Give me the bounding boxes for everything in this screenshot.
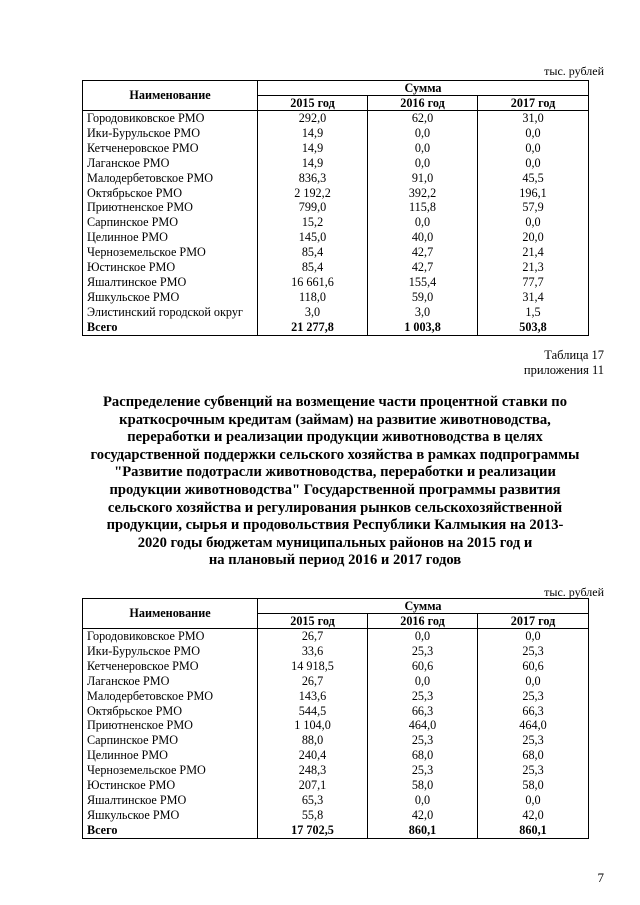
table-row (83, 629, 589, 644)
cell-value: 240,4 (258, 748, 368, 763)
cell-name: Лаганское РМО (83, 156, 258, 171)
table-row (83, 644, 589, 659)
cell-value: 0,0 (478, 674, 589, 689)
cell-value: 59,0 (368, 290, 478, 305)
cell-value: 31,0 (478, 111, 589, 126)
cell-value: 77,7 (478, 275, 589, 290)
cell-value: 14 918,5 (258, 659, 368, 674)
cell-value: 26,7 (258, 674, 368, 689)
cell-name: Целинное РМО (83, 230, 258, 245)
cell-name: Ики-Бурульское РМО (83, 644, 258, 659)
column-header-year: 2015 год (258, 96, 368, 111)
cell-value: 15,2 (258, 215, 368, 230)
column-header-year: 2017 год (478, 96, 589, 111)
cell-name: Приютненское РМО (83, 718, 258, 733)
cell-value: 55,8 (258, 808, 368, 823)
table-row (83, 230, 589, 245)
cell-name: Юстинское РМО (83, 260, 258, 275)
title-line: на плановый период 2016 и 2017 годов (208, 552, 462, 569)
cell-name: Юстинское РМО (83, 778, 258, 793)
cell-value: 3,0 (258, 305, 368, 320)
cell-value: 25,3 (368, 689, 478, 704)
column-header-name: Наименование (83, 599, 258, 629)
table-row (83, 808, 589, 823)
table-row (83, 245, 589, 260)
cell-value: 58,0 (368, 778, 478, 793)
cell-value: 14,9 (258, 141, 368, 156)
cell-value: 21 277,8 (258, 320, 368, 335)
cell-value: 68,0 (368, 748, 478, 763)
title-line: продукции животноводства" Государственной программы развития (109, 481, 561, 498)
cell-name: Ики-Бурульское РМО (83, 126, 258, 141)
cell-value: 60,6 (368, 659, 478, 674)
cell-value: 0,0 (478, 156, 589, 171)
page-number: 7 (597, 870, 604, 885)
table-caption (524, 348, 604, 378)
cell-name: Черноземельское РМО (83, 763, 258, 778)
cell-name: Целинное РМО (83, 748, 258, 763)
cell-name: Яшкульское РМО (83, 808, 258, 823)
cell-value: 85,4 (258, 245, 368, 260)
cell-value: 42,0 (478, 808, 589, 823)
column-header-sum: Сумма (258, 81, 589, 96)
table-row (83, 733, 589, 748)
cell-value: 91,0 (368, 171, 478, 186)
cell-name: Малодербетовское РМО (83, 689, 258, 704)
cell-name: Кетченеровское РМО (83, 659, 258, 674)
table-row (83, 718, 589, 733)
cell-value: 40,0 (368, 230, 478, 245)
cell-value: 20,0 (478, 230, 589, 245)
cell-value: 33,6 (258, 644, 368, 659)
table-row (83, 659, 589, 674)
cell-value: 42,0 (368, 808, 478, 823)
table-row (83, 111, 589, 126)
title-line: 2020 годы бюджетам муниципальных районов на 2015 год и (137, 534, 533, 551)
table-row (83, 156, 589, 171)
cell-value: 16 661,6 (258, 275, 368, 290)
cell-value: 25,3 (368, 644, 478, 659)
cell-value: 836,3 (258, 171, 368, 186)
appendix-reference: приложения 11 (523, 363, 604, 377)
cell-value: 25,3 (368, 733, 478, 748)
column-header-year: 2016 год (368, 614, 478, 629)
cell-value: 1 003,8 (368, 320, 478, 335)
table-row (83, 171, 589, 186)
cell-value: 0,0 (478, 126, 589, 141)
cell-name: Яшалтинское РМО (83, 793, 258, 808)
table-row (83, 126, 589, 141)
cell-value: 155,4 (368, 275, 478, 290)
column-header-sum: Сумма (258, 599, 589, 614)
cell-value: 65,3 (258, 793, 368, 808)
title-line: продукции, сырья и продовольствия Республики Калмыкия на 2013- (106, 517, 564, 534)
unit-label-2: тыс. рублей (544, 585, 604, 599)
cell-value: 0,0 (368, 674, 478, 689)
cell-value: 14,9 (258, 156, 368, 171)
cell-value: 0,0 (368, 156, 478, 171)
cell-value: 62,0 (368, 111, 478, 126)
subsidy-table-1 (82, 80, 589, 336)
cell-name: Яшалтинское РМО (83, 275, 258, 290)
cell-name: Октябрьское РМО (83, 186, 258, 201)
title-line: государственной поддержки сельского хозяйства в рамках подпрограммы (90, 446, 580, 463)
title-line: Распределение субвенций на возмещение части процентной ставки по (103, 394, 567, 410)
cell-value: 860,1 (478, 823, 589, 838)
cell-value: 0,0 (478, 141, 589, 156)
cell-value: 57,9 (478, 200, 589, 215)
cell-value: 21,4 (478, 245, 589, 260)
cell-value: 0,0 (368, 215, 478, 230)
cell-value: 0,0 (368, 793, 478, 808)
cell-value: 2 192,2 (258, 186, 368, 201)
total-row (83, 823, 589, 838)
cell-value: 42,7 (368, 245, 478, 260)
cell-value: 85,4 (258, 260, 368, 275)
cell-value: 25,3 (478, 689, 589, 704)
cell-name: Элистинский городской округ (83, 305, 258, 320)
cell-name: Черноземельское РМО (83, 245, 258, 260)
subsidy-table-2 (82, 598, 589, 839)
cell-name: Всего (83, 320, 258, 335)
cell-value: 88,0 (258, 733, 368, 748)
table-row (83, 793, 589, 808)
cell-value: 25,3 (478, 733, 589, 748)
cell-name: Городовиковское РМО (83, 629, 258, 644)
column-header-year: 2016 год (368, 96, 478, 111)
cell-value: 464,0 (478, 718, 589, 733)
column-header-year: 2017 год (478, 614, 589, 629)
cell-value: 17 702,5 (258, 823, 368, 838)
cell-value: 196,1 (478, 186, 589, 201)
table-row (83, 290, 589, 305)
cell-value: 145,0 (258, 230, 368, 245)
column-header-name: Наименование (83, 81, 258, 111)
cell-name: Городовиковское РМО (83, 111, 258, 126)
table-row (83, 260, 589, 275)
cell-value: 26,7 (258, 629, 368, 644)
cell-value: 58,0 (478, 778, 589, 793)
cell-value: 143,6 (258, 689, 368, 704)
title-line: переработки и реализации продукции животноводства в целях (127, 429, 543, 446)
cell-value: 799,0 (258, 200, 368, 215)
table-row (83, 748, 589, 763)
cell-value: 31,4 (478, 290, 589, 305)
cell-value: 0,0 (478, 629, 589, 644)
cell-name: Всего (83, 823, 258, 838)
cell-value: 392,2 (368, 186, 478, 201)
title-line: сельского хозяйства и регулирования рынков сельскохозяйственной (107, 499, 563, 516)
table-row (83, 215, 589, 230)
cell-value: 42,7 (368, 260, 478, 275)
cell-name: Приютненское РМО (83, 200, 258, 215)
cell-name: Сарпинское РМО (83, 215, 258, 230)
cell-value: 292,0 (258, 111, 368, 126)
table-row (83, 674, 589, 689)
cell-value: 60,6 (478, 659, 589, 674)
cell-value: 45,5 (478, 171, 589, 186)
table-row (83, 763, 589, 778)
cell-name: Сарпинское РМО (83, 733, 258, 748)
table-row (83, 200, 589, 215)
document-title (82, 394, 588, 570)
cell-value: 860,1 (368, 823, 478, 838)
cell-value: 14,9 (258, 126, 368, 141)
table-row (83, 141, 589, 156)
cell-name: Малодербетовское РМО (83, 171, 258, 186)
cell-value: 0,0 (368, 629, 478, 644)
table-number: Таблица 17 (544, 348, 604, 362)
cell-value: 25,3 (368, 763, 478, 778)
table-row (83, 305, 589, 320)
cell-value: 464,0 (368, 718, 478, 733)
cell-value: 1,5 (478, 305, 589, 320)
cell-value: 21,3 (478, 260, 589, 275)
cell-value: 0,0 (368, 126, 478, 141)
cell-value: 66,3 (478, 704, 589, 719)
unit-label-1: тыс. рублей (544, 64, 604, 78)
cell-value: 118,0 (258, 290, 368, 305)
cell-name: Октябрьское РМО (83, 704, 258, 719)
total-row (83, 320, 589, 335)
cell-value: 503,8 (478, 320, 589, 335)
table-row (83, 689, 589, 704)
title-line: краткосрочным кредитам (займам) на развитие животноводства, (119, 411, 551, 428)
cell-value: 25,3 (478, 763, 589, 778)
cell-value: 115,8 (368, 200, 478, 215)
cell-value: 544,5 (258, 704, 368, 719)
cell-value: 25,3 (478, 644, 589, 659)
cell-value: 68,0 (478, 748, 589, 763)
cell-name: Кетченеровское РМО (83, 141, 258, 156)
table-row (83, 778, 589, 793)
table-row (83, 704, 589, 719)
cell-value: 3,0 (368, 305, 478, 320)
cell-name: Лаганское РМО (83, 674, 258, 689)
cell-value: 1 104,0 (258, 718, 368, 733)
cell-value: 207,1 (258, 778, 368, 793)
cell-value: 248,3 (258, 763, 368, 778)
table-row (83, 186, 589, 201)
cell-value: 0,0 (368, 141, 478, 156)
cell-value: 66,3 (368, 704, 478, 719)
cell-name: Яшкульское РМО (83, 290, 258, 305)
table-row (83, 275, 589, 290)
cell-value: 0,0 (478, 793, 589, 808)
title-line: "Развитие подотрасли животноводства, переработки и реализации (114, 464, 556, 481)
cell-value: 0,0 (478, 215, 589, 230)
column-header-year: 2015 год (258, 614, 368, 629)
